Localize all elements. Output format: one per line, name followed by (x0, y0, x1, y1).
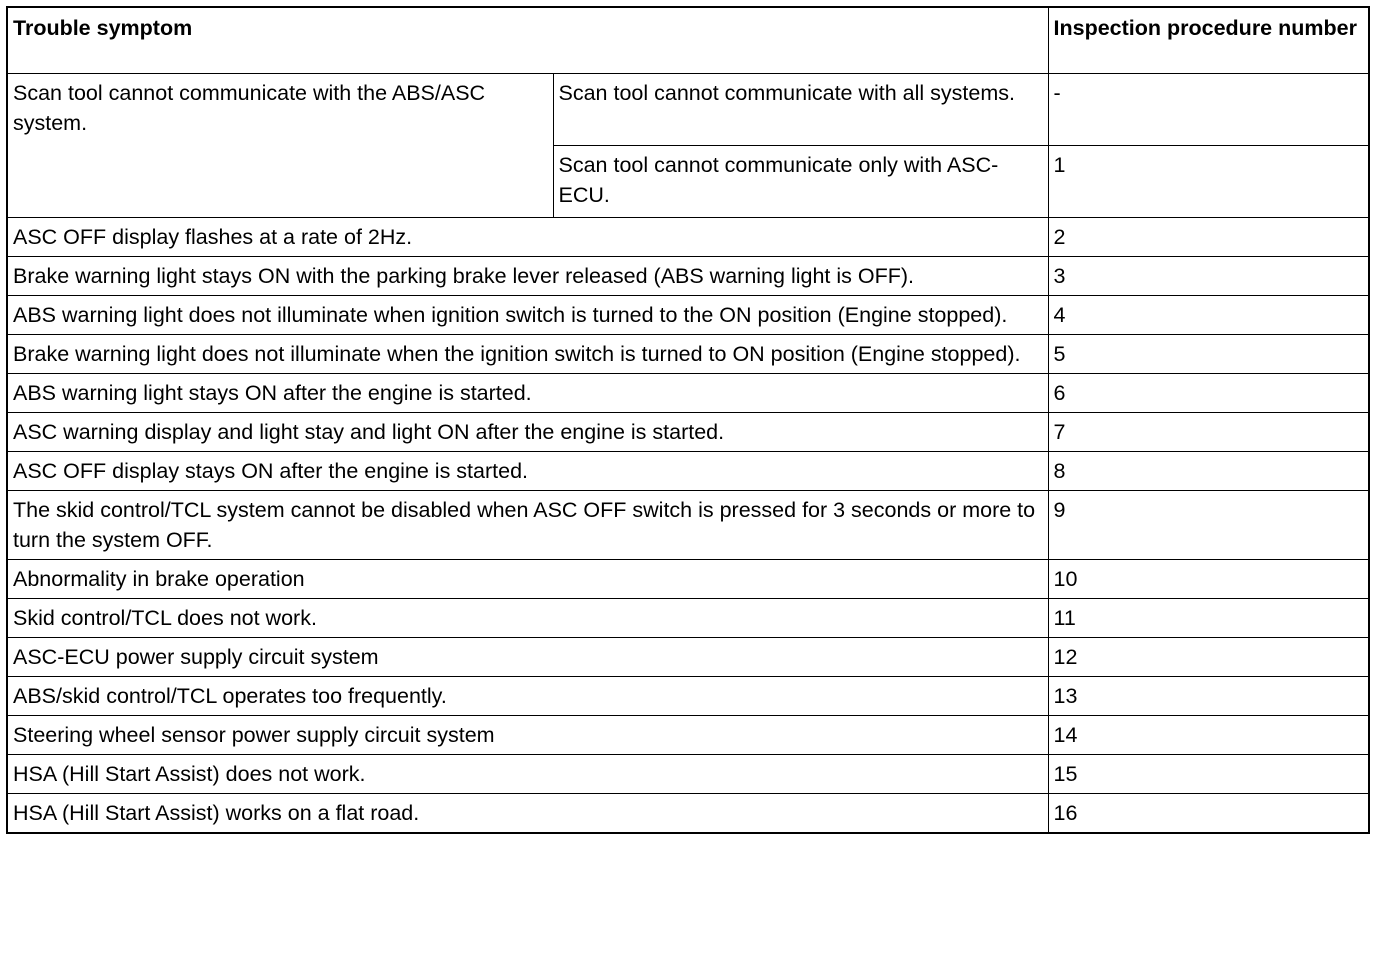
trouble-symptom-table (6, 6, 1370, 834)
procedure-number-cell: 15 (1048, 754, 1369, 793)
procedure-number-cell: 3 (1048, 256, 1369, 295)
table-row (7, 754, 1369, 793)
table-row (7, 334, 1369, 373)
table-row (7, 676, 1369, 715)
table-row (7, 559, 1369, 598)
table-row (7, 715, 1369, 754)
symptom-cell: Skid control/TCL does not work. (7, 598, 1048, 637)
symptom-cell: Abnormality in brake operation (7, 559, 1048, 598)
procedure-number-cell: 11 (1048, 598, 1369, 637)
procedure-number-cell: 16 (1048, 793, 1369, 833)
symptom-cell: Steering wheel sensor power supply circuit system (7, 715, 1048, 754)
table-row (7, 73, 1369, 145)
procedure-number-cell: 2 (1048, 217, 1369, 256)
symptom-cell: HSA (Hill Start Assist) does not work. (7, 754, 1048, 793)
sub-symptom-cell: Scan tool cannot communicate with all systems. (553, 73, 1048, 145)
symptom-cell: ASC-ECU power supply circuit system (7, 637, 1048, 676)
table-row (7, 217, 1369, 256)
procedure-number-cell: 1 (1048, 145, 1369, 217)
procedure-number-cell: 7 (1048, 412, 1369, 451)
symptom-cell: ABS warning light stays ON after the engine is started. (7, 373, 1048, 412)
table-row (7, 412, 1369, 451)
procedure-number-cell: 10 (1048, 559, 1369, 598)
symptom-cell: ABS/skid control/TCL operates too frequently. (7, 676, 1048, 715)
symptom-cell: ASC warning display and light stay and light ON after the engine is started. (7, 412, 1048, 451)
symptom-cell: ASC OFF display stays ON after the engine is started. (7, 451, 1048, 490)
header-row (7, 7, 1369, 73)
symptom-cell: The skid control/TCL system cannot be disabled when ASC OFF switch is pressed for 3 seconds or more to turn the system OFF. (7, 490, 1048, 559)
procedure-number-cell: 8 (1048, 451, 1369, 490)
procedure-number-cell: 13 (1048, 676, 1369, 715)
table-row (7, 793, 1369, 833)
symptom-cell: HSA (Hill Start Assist) works on a flat road. (7, 793, 1048, 833)
table-row (7, 373, 1369, 412)
procedure-number-cell: 6 (1048, 373, 1369, 412)
symptom-cell: Scan tool cannot communicate with the ABS/ASC system. (7, 73, 553, 217)
table-row (7, 490, 1369, 559)
procedure-number-cell: - (1048, 73, 1369, 145)
header-trouble-symptom: Trouble symptom (7, 7, 1048, 73)
table-row (7, 451, 1369, 490)
table-row (7, 295, 1369, 334)
symptom-cell: ASC OFF display flashes at a rate of 2Hz. (7, 217, 1048, 256)
symptom-cell: Brake warning light does not illuminate when the ignition switch is turned to ON position (Engine stopped). (7, 334, 1048, 373)
table-row (7, 256, 1369, 295)
symptom-cell: Brake warning light stays ON with the parking brake lever released (ABS warning light is OFF). (7, 256, 1048, 295)
sub-symptom-cell: Scan tool cannot communicate only with ASC-ECU. (553, 145, 1048, 217)
procedure-number-cell: 12 (1048, 637, 1369, 676)
procedure-number-cell: 9 (1048, 490, 1369, 559)
symptom-cell: ABS warning light does not illuminate when ignition switch is turned to the ON position (Engine stopped). (7, 295, 1048, 334)
procedure-number-cell: 14 (1048, 715, 1369, 754)
table-row (7, 598, 1369, 637)
procedure-number-cell: 4 (1048, 295, 1369, 334)
procedure-number-cell: 5 (1048, 334, 1369, 373)
header-inspection-procedure-number: Inspection procedure number (1048, 7, 1369, 73)
table-row (7, 637, 1369, 676)
